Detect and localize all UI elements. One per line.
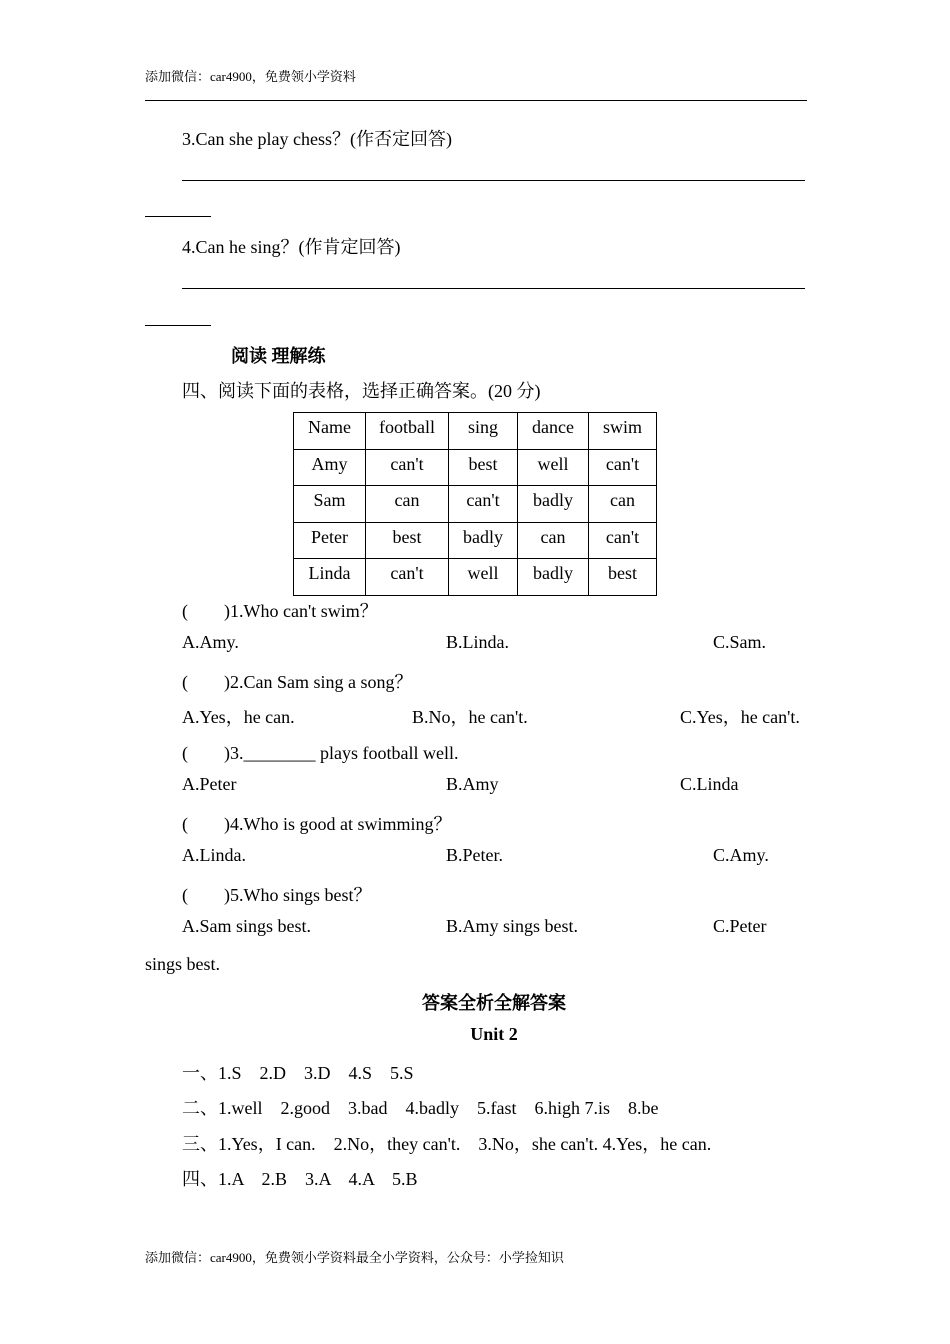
answer-line-part2: 二、1.well 2.good 3.bad 4.badly 5.fast 6.high 7.is 8.be — [182, 1098, 659, 1118]
answer-line-4 — [182, 288, 805, 289]
mc-question-4: ( )4.Who is good at swimming？ — [182, 814, 452, 834]
table-header-cell: football — [366, 413, 449, 450]
mc-question-2: ( )2.Can Sam sing a song？ — [182, 672, 413, 692]
answer-line-part3: 三、1.Yes，I can. 2.No，they can't. 3.No，she can't. 4.Yes，he can. — [182, 1134, 712, 1154]
mc-question-5: ( )5.Who sings best？ — [182, 885, 372, 905]
page-footer: 添加微信：car4900，免费领小学资料最全小学资料，公众号：小学捡知识 — [145, 1250, 564, 1265]
table-cell: badly — [449, 522, 518, 559]
table-header-cell: dance — [518, 413, 589, 450]
table-cell: can — [518, 522, 589, 559]
answer-line-4-tail — [145, 325, 211, 326]
table-cell: well — [518, 449, 589, 486]
header-divider — [145, 100, 807, 101]
mc-4-option-b: B.Peter. — [446, 845, 503, 865]
table-cell: Amy — [294, 449, 366, 486]
table-header-cell: swim — [589, 413, 657, 450]
mc-4-option-c: C.Amy. — [713, 845, 769, 865]
table-cell: Sam — [294, 486, 366, 523]
answers-unit: Unit 2 — [470, 1024, 518, 1044]
table-cell: badly — [518, 486, 589, 523]
mc-1-option-c: C.Sam. — [713, 632, 767, 652]
question-3: 3.Can she play chess？(作否定回答) — [182, 129, 452, 149]
table-header-cell: Name — [294, 413, 366, 450]
mc-1-option-a: A.Amy. — [182, 632, 239, 652]
table-cell: Peter — [294, 522, 366, 559]
mc-question-3: ( )3.________ plays football well. — [182, 743, 459, 763]
table-cell: badly — [518, 559, 589, 596]
table-row — [294, 522, 657, 559]
mc-5-option-c: C.Peter — [713, 916, 767, 936]
mc-1-option-b: B.Linda. — [446, 632, 509, 652]
mc-2-option-a: A.Yes，he can. — [182, 707, 295, 727]
table-cell: can — [589, 486, 657, 523]
table-cell: can — [366, 486, 449, 523]
mc-5-option-c-continued: sings best. — [145, 954, 221, 974]
table-cell: best — [589, 559, 657, 596]
table-header-row — [294, 413, 657, 450]
table-row — [294, 486, 657, 523]
mc-3-option-b: B.Amy — [446, 774, 499, 794]
table-row — [294, 449, 657, 486]
mc-2-option-c: C.Yes，he can't. — [680, 707, 800, 727]
table-cell: well — [449, 559, 518, 596]
table-cell: best — [366, 522, 449, 559]
mc-5-option-a: A.Sam sings best. — [182, 916, 312, 936]
skills-table — [293, 412, 657, 596]
mc-question-1: ( )1.Who can't swim？ — [182, 601, 378, 621]
answer-line-3-tail — [145, 216, 211, 217]
answer-line-part4: 四、1.A 2.B 3.A 4.A 5.B — [182, 1169, 418, 1189]
table-cell: can't — [589, 449, 657, 486]
mc-3-option-a: A.Peter — [182, 774, 237, 794]
page-header: 添加微信：car4900，免费领小学资料 — [145, 69, 356, 84]
section-title: 阅读 理解练 — [231, 346, 326, 366]
part4-title: 四、阅读下面的表格，选择正确答案。(20 分) — [182, 381, 541, 401]
table-row — [294, 559, 657, 596]
answers-title: 答案全析全解答案 — [422, 993, 566, 1013]
mc-4-option-a: A.Linda. — [182, 845, 246, 865]
table-cell: Linda — [294, 559, 366, 596]
mc-2-option-b: B.No，he can't. — [412, 707, 528, 727]
table-cell: can't — [589, 522, 657, 559]
table-header-cell: sing — [449, 413, 518, 450]
answer-line-3 — [182, 180, 805, 181]
table-cell: can't — [366, 559, 449, 596]
question-4: 4.Can he sing？(作肯定回答) — [182, 237, 401, 257]
mc-5-option-b: B.Amy sings best. — [446, 916, 579, 936]
answer-line-part1: 一、1.S 2.D 3.D 4.S 5.S — [182, 1063, 414, 1083]
table-cell: best — [449, 449, 518, 486]
mc-3-option-c: C.Linda — [680, 774, 739, 794]
table-cell: can't — [449, 486, 518, 523]
table-cell: can't — [366, 449, 449, 486]
